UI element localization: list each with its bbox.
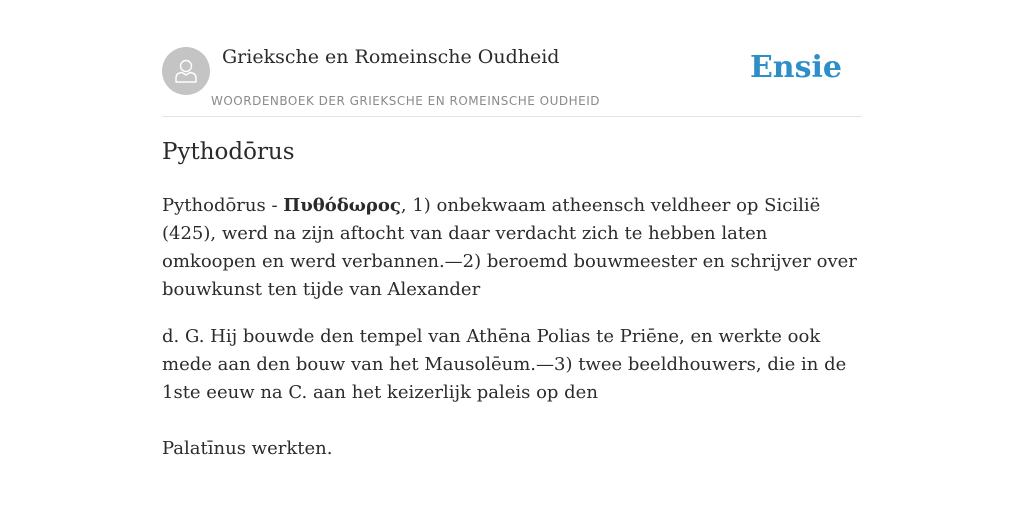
term-separator: - [265, 195, 284, 216]
definition-text: d. G. Hij bouwde den tempel van Athēna Polias te Priēne, en werkte ook mede aan den bouw van het Mausolēum.—3) twee beeldhouwers, die in de [162, 326, 847, 375]
book-subtitle: WOORDENBOEK DER GRIEKSCHE EN ROMEINSCHE OUDHEID [211, 94, 601, 108]
entry-term: Pythodōrus [162, 195, 266, 216]
book-title[interactable]: Grieksche en Romeinsche Oudheid [222, 46, 560, 68]
avatar[interactable] [162, 47, 210, 95]
definition-paragraph [162, 435, 862, 463]
definition-paragraph [162, 192, 862, 304]
dictionary-header [162, 46, 862, 117]
user-icon [171, 56, 201, 86]
definition-paragraph [162, 323, 862, 407]
definition-text: , 1) onbekwaam atheensch veldheer op Sicilië (425), werd na zijn aftocht van daar verdacht zich te hebben laten omkoopen en werd verbannen.—2) beroemd bouwmeester en schrijver over bouwkunst ten tijde van Alexander [162, 195, 857, 300]
greek-term: Πυθόδωρος [283, 195, 401, 216]
entry-title: Pythodōrus [162, 139, 295, 165]
entry-content [162, 192, 862, 463]
definition-text: Palatīnus werkten. [162, 438, 333, 459]
definition-text: 1ste eeuw na C. aan het keizerlijk paleis op den [162, 382, 598, 403]
ensie-logo[interactable]: Ensie [749, 50, 842, 85]
